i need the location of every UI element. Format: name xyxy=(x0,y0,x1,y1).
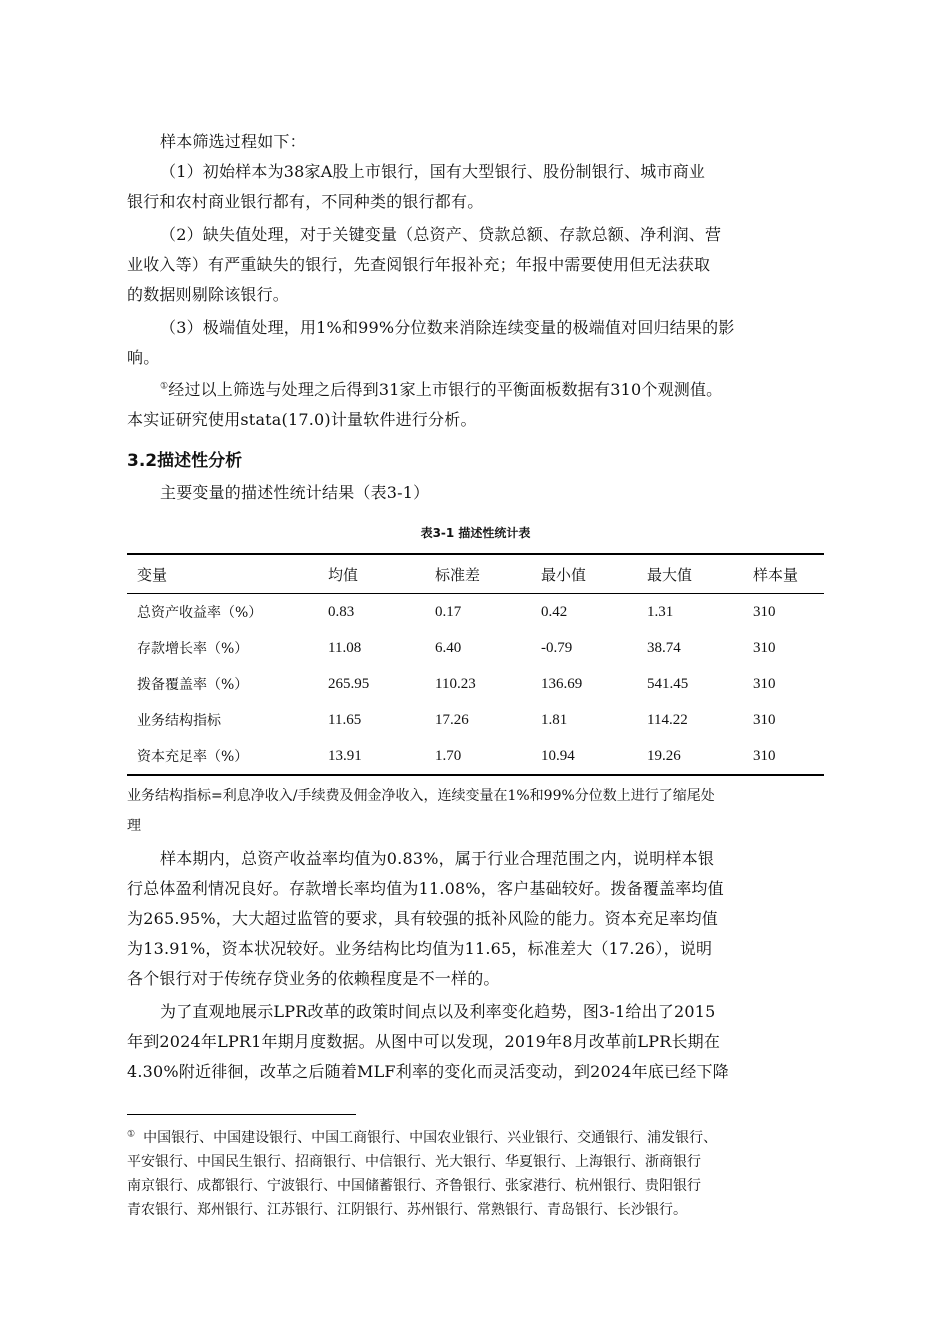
footnote-line: 平安银行、中国民生银行、招商银行、中信银行、光大银行、华夏银行、上海银行、浙商银行 xyxy=(127,1154,701,1170)
paragraph-text: 经过以上筛选与处理之后得到31家上市银行的平衡面板数据有310个观测值。 xyxy=(168,380,723,399)
table-cell: 10.94 xyxy=(541,747,575,764)
table-note: 理 xyxy=(127,818,141,834)
table-cell: 业务结构指标 xyxy=(137,713,221,729)
table-cell: 11.08 xyxy=(328,639,362,656)
paragraph-line: 的数据则剔除该银行。 xyxy=(127,285,290,304)
table-cell: 总资产收益率（%） xyxy=(137,605,263,621)
paragraph-line: 为13.91%，资本状况较好。业务结构比均值为11.65，标准差大（17.26），说明 xyxy=(127,939,713,958)
table-cell: 17.26 xyxy=(435,711,469,728)
table-note: 业务结构指标=利息净收入/手续费及佣金净收入，连续变量在1%和99%分位数上进行了缩尾处 xyxy=(127,788,715,804)
descriptive-statistics-table xyxy=(127,553,824,776)
paragraph-line: （3）极端值处理，用1%和99%分位数来消除连续变量的极端值对回归结果的影 xyxy=(160,318,735,337)
table-cell: 38.74 xyxy=(647,639,681,656)
column-header: 样本量 xyxy=(753,554,824,594)
table-cell: 资本充足率（%） xyxy=(137,749,249,765)
column-header: 标准差 xyxy=(435,554,541,594)
footnote-marker: ① xyxy=(127,1129,136,1140)
paragraph-line: 为265.95%，大大超过监管的要求，具有较强的抵补风险的能力。资本充足率均值 xyxy=(127,909,718,928)
table-cell: 1.31 xyxy=(647,603,674,620)
table-cell: 存款增长率（%） xyxy=(137,641,249,657)
table-cell: 310 xyxy=(753,603,776,620)
footnote-reference[interactable]: ① xyxy=(160,381,169,392)
table-cell: 110.23 xyxy=(435,675,476,692)
paragraph-line: 样本期内，总资产收益率均值为0.83%，属于行业合理范围之内，说明样本银 xyxy=(160,849,715,868)
paragraph-line: 样本筛选过程如下： xyxy=(160,132,306,151)
footnote-line: 青农银行、郑州银行、江苏银行、江阴银行、苏州银行、常熟银行、青岛银行、长沙银行。 xyxy=(127,1202,687,1218)
table-cell: -0.79 xyxy=(541,639,573,656)
footnote-line: 南京银行、成都银行、宁波银行、中国储蓄银行、齐鲁银行、张家港行、杭州银行、贵阳银行 xyxy=(127,1178,701,1194)
table-row xyxy=(127,702,824,738)
table-cell: 13.91 xyxy=(328,747,362,764)
table-cell: 19.26 xyxy=(647,747,681,764)
table-row xyxy=(127,666,824,702)
table-cell: 1.81 xyxy=(541,711,568,728)
table-cell: 265.95 xyxy=(328,675,370,692)
table-cell: 310 xyxy=(753,711,776,728)
paragraph-line: 年到2024年LPR1年期月度数据。从图中可以发现，2019年8月改革前LPR长期在 xyxy=(127,1032,721,1051)
column-header: 均值 xyxy=(328,554,435,594)
paragraph-line: 响。 xyxy=(127,348,160,367)
paragraph-line: （2）缺失值处理，对于关键变量（总资产、贷款总额、存款总额、净利润、营 xyxy=(160,225,722,244)
paragraph-line: 本实证研究使用stata(17.0)计量软件进行分析。 xyxy=(127,410,477,429)
table-cell: 0.42 xyxy=(541,603,568,620)
column-header: 最大值 xyxy=(647,554,753,594)
table-row xyxy=(127,630,824,666)
footnote-divider xyxy=(127,1114,356,1115)
table-cell: 11.65 xyxy=(328,711,362,728)
table-intro: 主要变量的描述性统计结果（表3-1） xyxy=(160,483,430,502)
paragraph-line: 行总体盈利情况良好。存款增长率均值为11.08%，客户基础较好。拨备覆盖率均值 xyxy=(127,879,724,898)
table-header-row xyxy=(127,554,824,594)
table-cell: 310 xyxy=(753,639,776,656)
column-header: 最小值 xyxy=(541,554,647,594)
table-cell: 136.69 xyxy=(541,675,583,692)
paragraph-line: （1）初始样本为38家A股上市银行，国有大型银行、股份制银行、城市商业 xyxy=(160,162,706,181)
table-cell: 310 xyxy=(753,675,776,692)
table-cell: 0.17 xyxy=(435,603,462,620)
table-cell: 1.70 xyxy=(435,747,462,764)
table-caption: 表3-1 描述性统计表 xyxy=(420,526,531,540)
table-row xyxy=(127,594,824,631)
paragraph-line xyxy=(160,380,827,400)
table-cell: 拨备覆盖率（%） xyxy=(137,677,249,693)
paragraph-line: 业收入等）有严重缺失的银行，先查阅银行年报补充；年报中需要使用但无法获取 xyxy=(127,255,711,274)
paragraph-line: 银行和农村商业银行都有，不同种类的银行都有。 xyxy=(127,192,484,211)
paragraph-line: 4.30%附近徘徊，改革之后随着MLF利率的变化而灵活变动，到2024年底已经下降 xyxy=(127,1062,729,1081)
table-cell: 310 xyxy=(753,747,776,764)
table-row xyxy=(127,738,824,775)
table-cell: 6.40 xyxy=(435,639,462,656)
footnote-text: 中国银行、中国建设银行、中国工商银行、中国农业银行、兴业银行、交通银行、浦发银行、 xyxy=(143,1130,718,1146)
section-heading: 3.2描述性分析 xyxy=(127,451,243,471)
footnote-line xyxy=(127,1128,832,1148)
table-cell: 541.45 xyxy=(647,675,689,692)
paragraph-line: 为了直观地展示LPR改革的政策时间点以及利率变化趋势，图3-1给出了2015 xyxy=(160,1002,716,1021)
paragraph-line: 各个银行对于传统存贷业务的依赖程度是不一样的。 xyxy=(127,969,500,988)
table-cell: 0.83 xyxy=(328,603,355,620)
column-header: 变量 xyxy=(127,554,328,594)
table-cell: 114.22 xyxy=(647,711,688,728)
